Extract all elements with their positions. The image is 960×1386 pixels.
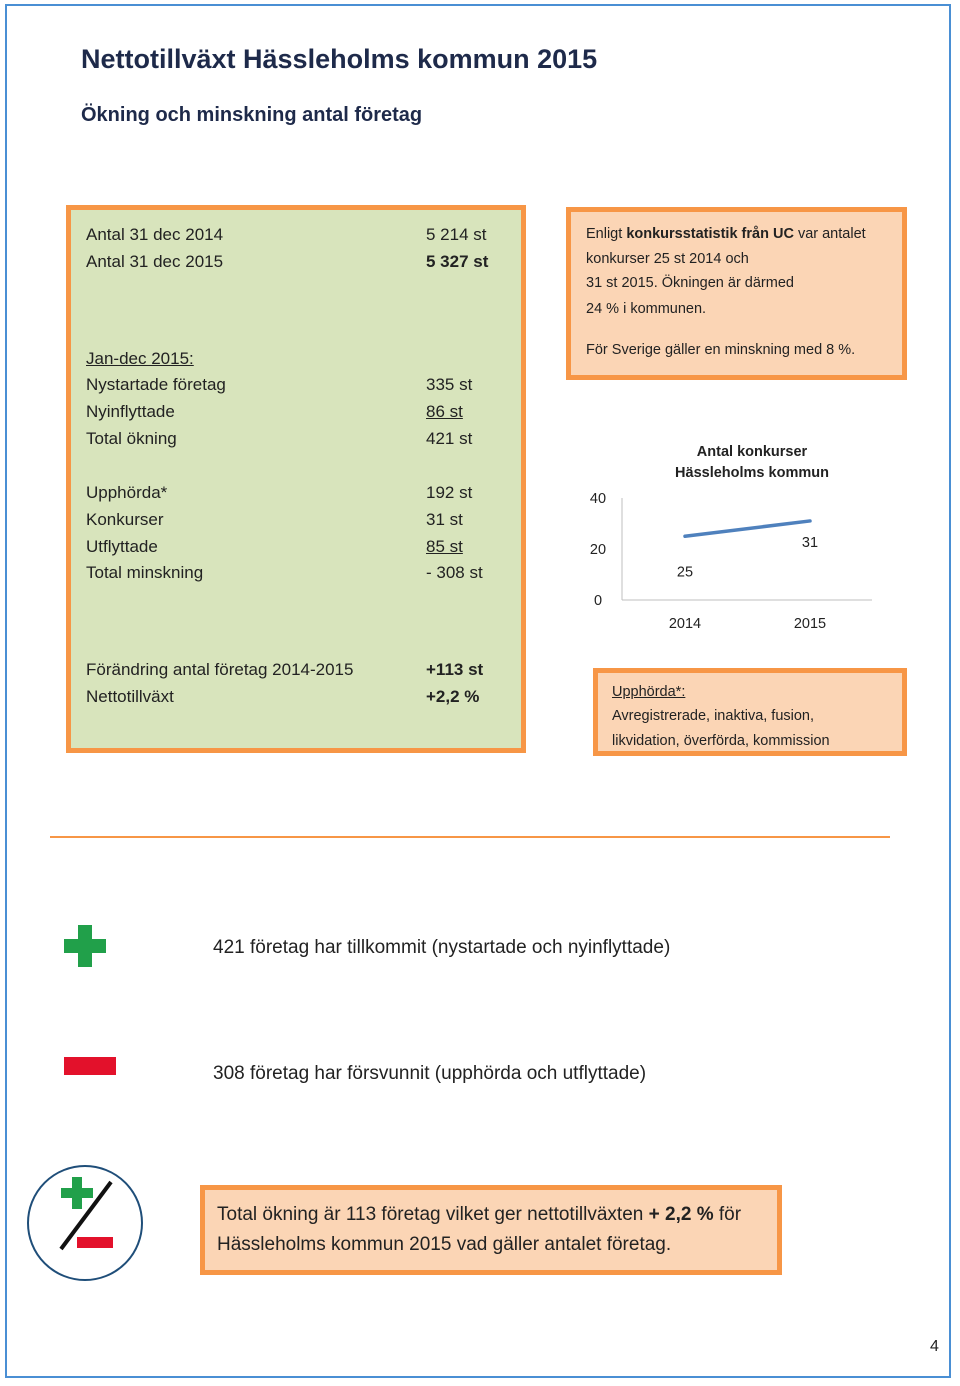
summary-box — [66, 205, 526, 753]
section-divider — [50, 836, 890, 838]
upphorda-line-2: likvidation, överförda, kommission — [612, 733, 830, 749]
konkurser-value: 31 st — [426, 510, 463, 529]
total-okning-label: Total ökning — [86, 429, 177, 448]
minus-icon — [64, 1057, 116, 1075]
konkurs-info-box — [566, 207, 907, 380]
x-tick-label: 2015 — [793, 616, 827, 632]
antal-2014-value: 5 214 st — [426, 225, 487, 244]
period-heading: Jan-dec 2015: — [86, 349, 194, 368]
upphorda-definition-box — [593, 668, 907, 756]
chart-series-line — [685, 521, 810, 536]
y-tick-label: 40 — [589, 491, 607, 507]
data-label: 25 — [676, 564, 694, 581]
nyinflyttade-label: Nyinflyttade — [86, 402, 175, 421]
utflyttade-value: 85 st — [426, 537, 463, 556]
total-minskning-label: Total minskning — [86, 563, 204, 582]
utflyttade-label: Utflyttade — [86, 537, 158, 556]
forandring-value: +113 st — [426, 660, 484, 679]
plus-icon — [64, 925, 106, 967]
upphorda-value: 192 st — [426, 483, 473, 502]
upphorda-heading: Upphörda*: — [612, 684, 686, 700]
konkurs-line-2: konkurser 25 st 2014 och — [586, 251, 749, 267]
removed-statement: 308 företag har försvunnit (upphörda och utflyttade) — [213, 1063, 647, 1084]
nettotillvaxt-value: +2,2 % — [426, 687, 480, 706]
added-statement: 421 företag har tillkommit (nystartade och nyinflyttade) — [213, 937, 671, 958]
total-line-1: Total ökning är 113 företag vilket ger nettotillväxten + 2,2 % för — [217, 1204, 742, 1225]
y-tick-label: 0 — [593, 593, 603, 609]
total-line-2: Hässleholms kommun 2015 vad gäller antalet företag. — [217, 1234, 672, 1255]
konkurser-label: Konkurser — [86, 510, 164, 529]
antal-2014-label: Antal 31 dec 2014 — [86, 225, 224, 244]
total-minskning-value: - 308 st — [426, 563, 483, 582]
page-subtitle: Ökning och minskning antal företag — [81, 104, 423, 126]
data-label: 31 — [801, 534, 819, 551]
antal-2015-label: Antal 31 dec 2015 — [86, 252, 224, 271]
nyinflyttade-value: 86 st — [426, 402, 463, 421]
x-tick-label: 2014 — [668, 616, 702, 632]
forandring-label: Förändring antal företag 2014-2015 — [86, 660, 354, 679]
chart-title-line-2: Hässleholms kommun — [675, 465, 829, 481]
plus-minus-circle-icon — [27, 1165, 143, 1281]
konkurs-line-1: Enligt konkursstatistik från UC var antalet — [586, 226, 866, 242]
nettotillvaxt-label: Nettotillväxt — [86, 687, 174, 706]
nystartade-label: Nystartade företag — [86, 375, 226, 394]
page-title: Nettotillväxt Hässleholms kommun 2015 — [81, 44, 598, 74]
konkurs-line-5: För Sverige gäller en minskning med 8 %. — [586, 342, 856, 358]
y-tick-label: 20 — [589, 542, 607, 558]
chart-title-line-1: Antal konkurser — [696, 444, 808, 460]
page-number: 4 — [930, 1338, 939, 1355]
konkurs-line-3: 31 st 2015. Ökningen är därmed — [586, 275, 794, 291]
upphorda-line-1: Avregistrerade, inaktiva, fusion, — [612, 708, 815, 724]
konkurs-line-4: 24 % i kommunen. — [586, 301, 707, 317]
antal-2015-value: 5 327 st — [426, 252, 489, 271]
nystartade-value: 335 st — [426, 375, 473, 394]
total-okning-value: 421 st — [426, 429, 473, 448]
upphorda-label: Upphörda* — [86, 483, 168, 502]
total-summary-box — [200, 1185, 782, 1275]
konkurser-line-chart — [580, 430, 900, 640]
